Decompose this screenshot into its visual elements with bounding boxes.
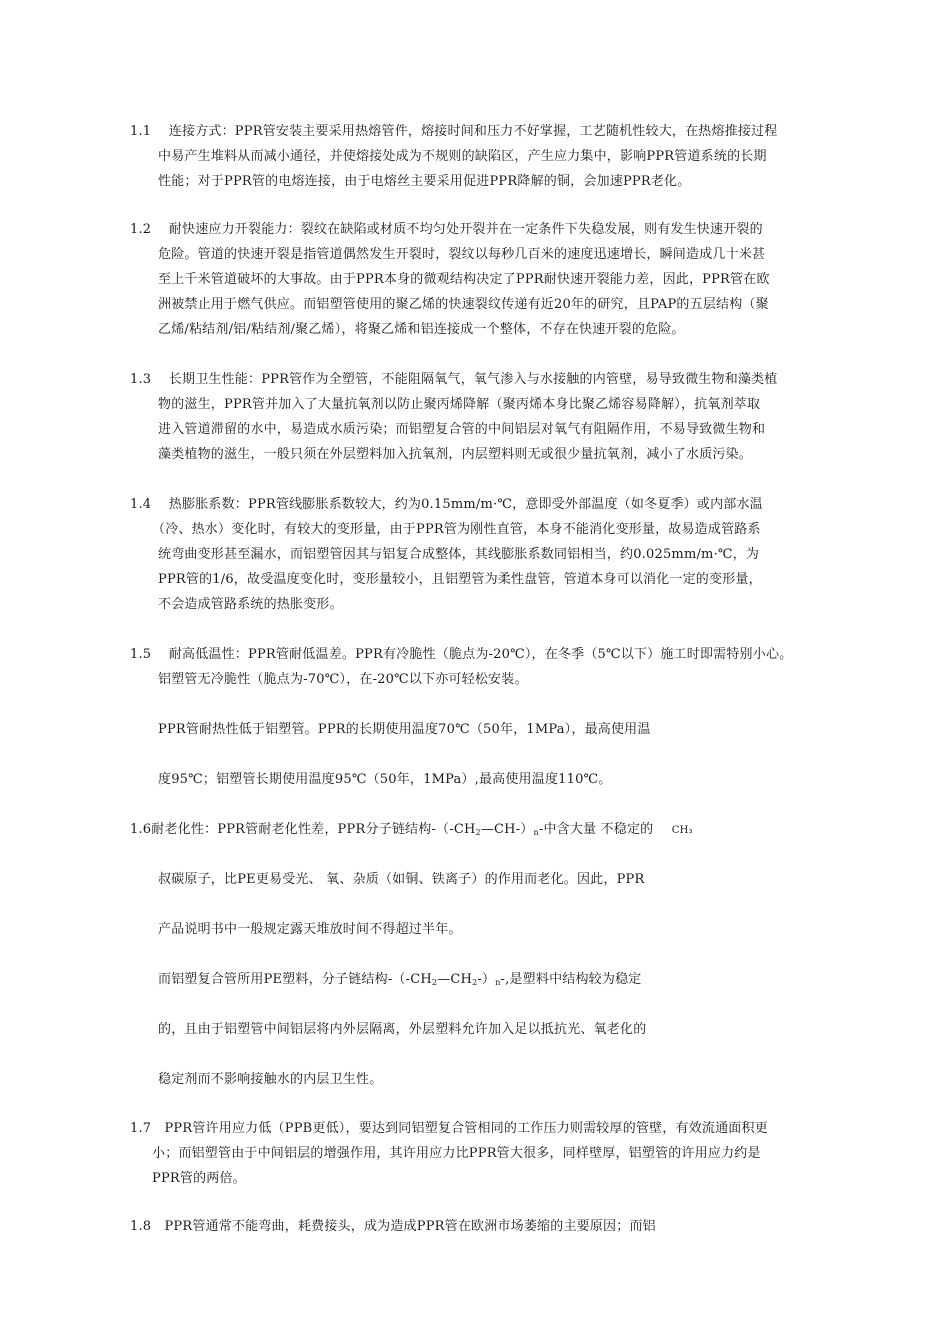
text-line: 铝塑管无冷脆性（脆点为-70℃），在-20℃以下亦可轻松安装。 [158, 672, 528, 687]
subscript: n [533, 828, 539, 837]
text-run: —CH [437, 972, 473, 987]
text-run: -中含大量 不稳定的 [538, 822, 654, 837]
text-line: 统弯曲变形甚至漏水，而铝塑管因其与铝复合成整体，其线膨胀系数同铝相当，约0.025mm/m·℃，为 [158, 547, 760, 562]
text-line: 藻类植物的滋生，一般只须在外层塑料加入抗氧剂，内层塑料则无或很少量抗氧剂，减小了水质污染。 [158, 447, 753, 462]
ch3-label: CH₃ [671, 825, 693, 836]
text-line: 危险。管道的快速开裂是指管道偶然发生开裂时，裂纹以每秒几百米的速度迅速增长，瞬间造成几十米甚 [158, 247, 766, 262]
text-line: 性能；对于PPR管的电熔连接，由于电熔丝主要采用促进PPR降解的铜，会加速PPR老化。 [158, 174, 691, 189]
text-line: 1.2 耐快速应力开裂能力：裂纹在缺陷或材质不均匀处开裂并在一定条件下失稳发展，则有发生快速开裂的 [130, 222, 763, 237]
text-line: PPR管的两倍。 [152, 1171, 246, 1186]
text-line: 1.5 耐高低温性：PPR管耐低温差。PPR有冷脆性（脆点为-20℃），在冬季（5℃以下）施工时即需特别小心。 [130, 647, 793, 662]
text-line: 进入管道滞留的水中，易造成水质污染；而铝塑复合管的中间铝层对氧气有阻隔作用，不易导致微生物和 [158, 422, 766, 437]
subscript: 2 [475, 828, 481, 837]
text-line: 洲被禁止用于燃气供应。而铝塑管使用的聚乙烯的快速裂纹传递有近20年的研究，且PAP的五层结构（聚 [158, 297, 769, 312]
text-line: 乙烯/粘结剂/铝/粘结剂/聚乙烯），将聚乙烯和铝连接成一个整体，不存在快速开裂的危险。 [158, 322, 685, 337]
text-line: 度95℃；铝塑管长期使用温度95℃（50年，1MPa）,最高使用温度110℃。 [158, 772, 612, 787]
text-line: 中易产生堆料从而减小通径，并使熔接处成为不规则的缺陷区，产生应力集中，影响PPR管道系统的长期 [158, 149, 767, 164]
subscript: 2 [472, 978, 478, 987]
text-line: 1.4 热膨胀系数：PPR管线膨胀系数较大，约为0.15mm/m·℃，意即受外部温度（如冬夏季）或内部水温 [130, 497, 763, 512]
text-line: 的，且由于铝塑管中间铝层将内外层隔离，外层塑料允许加入足以抵抗光、氧老化的 [158, 1022, 647, 1037]
text-line: 稳定剂而不影响接触水的内层卫生性。 [158, 1072, 383, 1087]
text-line: （冷、热水）变化时，有较大的变形量，由于PPR管为刚性直管，本身不能消化变形量，故易造成管路系 [152, 522, 761, 537]
subscript: n [495, 978, 501, 987]
text-line: 至上千米管道破坏的大事故。由于PPR本身的微观结构决定了PPR耐快速开裂能力差，因此，PPR管在欧 [158, 272, 770, 287]
text-line: PPR管耐热性低于铝塑管。PPR的长期使用温度70℃（50年，1MPa），最高使用温 [158, 722, 651, 737]
text-line: 不会造成管路系统的热胀变形。 [158, 597, 343, 612]
text-run: -,是塑料中结构较为稳定 [500, 972, 642, 987]
text-line [158, 972, 641, 991]
text-run: 1.6耐老化性：PPR管耐老化性差，PPR分子链结构-（-CH [130, 822, 476, 837]
text-run: —CH-） [480, 822, 534, 837]
text-run: 而铝塑复合管所用PE塑料，分子链结构-（-CH [158, 972, 432, 987]
text-line: 1.1 连接方式：PPR管安装主要采用热熔管件，熔接时间和压力不好掌握，工艺随机性较大，在热熔推接过程 [130, 124, 778, 139]
text-line: 1.3 长期卫生性能：PPR管作为全塑管，不能阻隔氧气，氧气渗入与水接触的内管壁，易导致微生物和藻类植 [130, 372, 778, 387]
text-line: 物的滋生，PPR管并加入了大量抗氧剂以防止聚丙烯降解（聚丙烯本身比聚乙烯容易降解），抗氧剂萃取 [158, 397, 761, 412]
text-line: 1.8 PPR管通常不能弯曲，耗费接头，成为造成PPR管在欧洲市场萎缩的主要原因；而铝 [130, 1219, 656, 1234]
text-line: 产品说明书中一般规定露天堆放时间不得超过半年。 [158, 922, 462, 937]
text-line: 1.7 PPR管许用应力低（PPB更低），要达到同铝塑复合管相同的工作压力则需较厚的管壁，有效流通面积更 [130, 1121, 768, 1136]
text-line [130, 822, 693, 841]
subscript: 2 [431, 978, 438, 987]
text-line: PPR管的1/6，故受温度变化时，变形量较小，且铝塑管为柔性盘管，管道本身可以消化一定的变形量， [158, 572, 762, 587]
text-run: -） [477, 972, 496, 987]
text-line: 小；而铝塑管由于中间铝层的增强作用，其许用应力比PPR管大很多，同样壁厚，铝塑管的许用应力约是 [152, 1146, 761, 1161]
text-line: 叔碳原子，比PE更易受光、 氧、杂质（如铜、铁离子）的作用而老化。因此，PPR [158, 872, 645, 887]
